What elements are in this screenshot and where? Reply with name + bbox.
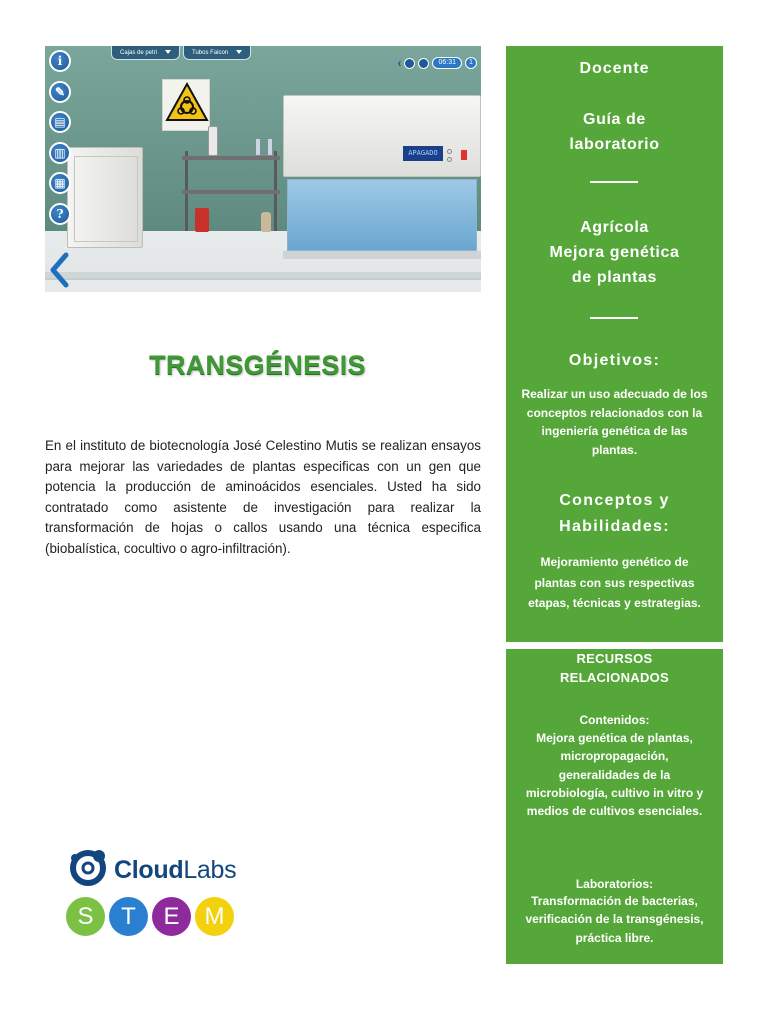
calculator-icon[interactable]: ▦ — [49, 172, 71, 194]
concepts-heading-line2: Habilidades: — [559, 518, 670, 535]
concepts-heading-line1: Conceptos y — [559, 492, 670, 509]
objectives-heading: Objetivos: — [568, 352, 661, 369]
petri-dishes-dropdown[interactable] — [111, 46, 180, 60]
role-label: Docente — [579, 60, 650, 77]
brand-light: Labs — [183, 856, 237, 884]
area-line2: Mejora genética — [549, 244, 680, 261]
divider — [590, 317, 638, 319]
incubator-door[interactable] — [74, 156, 138, 242]
biohazard-bin[interactable] — [195, 208, 209, 232]
user-icon[interactable] — [404, 58, 415, 69]
pencil-icon[interactable]: ✎ — [49, 81, 71, 103]
falcon-tube[interactable] — [255, 138, 261, 156]
laminar-flow-hood[interactable] — [283, 95, 481, 257]
timer: 06:31 — [432, 57, 462, 69]
chevron-left-icon[interactable]: ‹ — [397, 56, 402, 70]
falcon-tubes-dropdown[interactable] — [183, 46, 251, 60]
dropdown-label: Tubos Falcon — [192, 50, 229, 56]
resources-heading-line2: RELACIONADOS — [559, 670, 670, 685]
stem-letter: T — [109, 897, 148, 936]
info-icon[interactable]: i — [49, 50, 71, 72]
bench — [45, 278, 481, 292]
hood-display: APAGADO — [403, 146, 443, 161]
back-arrow-icon[interactable] — [48, 252, 70, 288]
dropdown-label: Cajas de petri — [120, 50, 158, 56]
settings-icon[interactable] — [418, 58, 429, 69]
objectives-text: Realizar un uso adecuado de los conceptos relacionados con la ingeniería genética de las plantas. — [521, 387, 708, 457]
contents-label: Contenidos: — [579, 713, 650, 727]
hood-switch[interactable] — [461, 150, 467, 160]
bottle[interactable] — [261, 212, 271, 232]
stem-letter: E — [152, 897, 191, 936]
top-controls — [397, 56, 477, 70]
resources-sidebar — [506, 649, 723, 964]
simulation-screenshot — [45, 46, 481, 292]
info-sidebar — [506, 46, 723, 642]
chevron-down-icon — [236, 50, 242, 54]
concepts-text: Mejoramiento genético de plantas con sus respectivas etapas, técnicas y estrategias. — [528, 555, 701, 610]
guide-line2: laboratorio — [569, 136, 660, 153]
stem-letters — [66, 897, 234, 936]
brand-bold: Cloud — [114, 856, 184, 884]
brand-name — [114, 856, 236, 885]
hood-glass — [287, 179, 477, 251]
labs-text: Transformación de bacterias, verificación de la transgénesis, práctica libre. — [525, 894, 704, 945]
area-line3: de plantas — [571, 269, 658, 286]
shelf-lower — [182, 190, 280, 194]
attempt-badge: 1 — [465, 57, 477, 69]
trash-icon[interactable]: ▤ — [49, 111, 71, 133]
divider — [590, 181, 638, 183]
labs-label: Laboratorios: — [575, 877, 654, 891]
hood-knob[interactable] — [447, 149, 452, 154]
page-title: TRANSGÉNESIS — [149, 350, 366, 380]
notebook-icon[interactable]: ▥ — [49, 142, 71, 164]
stem-letter: M — [195, 897, 234, 936]
resources-heading-line1: RECURSOS — [576, 651, 653, 666]
falcon-tube[interactable] — [267, 138, 273, 156]
cloudlabs-mark-icon — [66, 846, 112, 888]
hood-base — [283, 251, 481, 259]
guide-line1: Guía de — [583, 111, 646, 128]
shelf-upper — [182, 156, 280, 160]
tube-rack[interactable] — [208, 126, 218, 156]
intro-paragraph: En el instituto de biotecnología José Celestino Mutis se realizan ensayos para mejorar las variedades de plantas especificas con un gen que potencia la producción de aminoácidos esenciales. Usted ha sido contratado como asistente de investigación para realizar la transformación de hojas o callos usando una técnica especifica (biobalística, cocultivo o agro-infiltración). — [45, 438, 481, 556]
biohazard-sign — [162, 79, 210, 131]
incubator[interactable] — [67, 147, 143, 248]
hood-knob[interactable] — [447, 157, 452, 162]
hood-top — [283, 95, 481, 177]
help-icon[interactable]: ? — [49, 203, 71, 225]
chevron-down-icon — [165, 50, 171, 54]
area-line1: Agrícola — [580, 219, 649, 236]
contents-text: Mejora genética de plantas, micropropagación, generalidades de la microbiología, cultivo in vitro y medios de cultivos esenciales. — [525, 731, 704, 819]
cloudlabs-stem-logo — [66, 844, 266, 944]
stem-letter: S — [66, 897, 105, 936]
